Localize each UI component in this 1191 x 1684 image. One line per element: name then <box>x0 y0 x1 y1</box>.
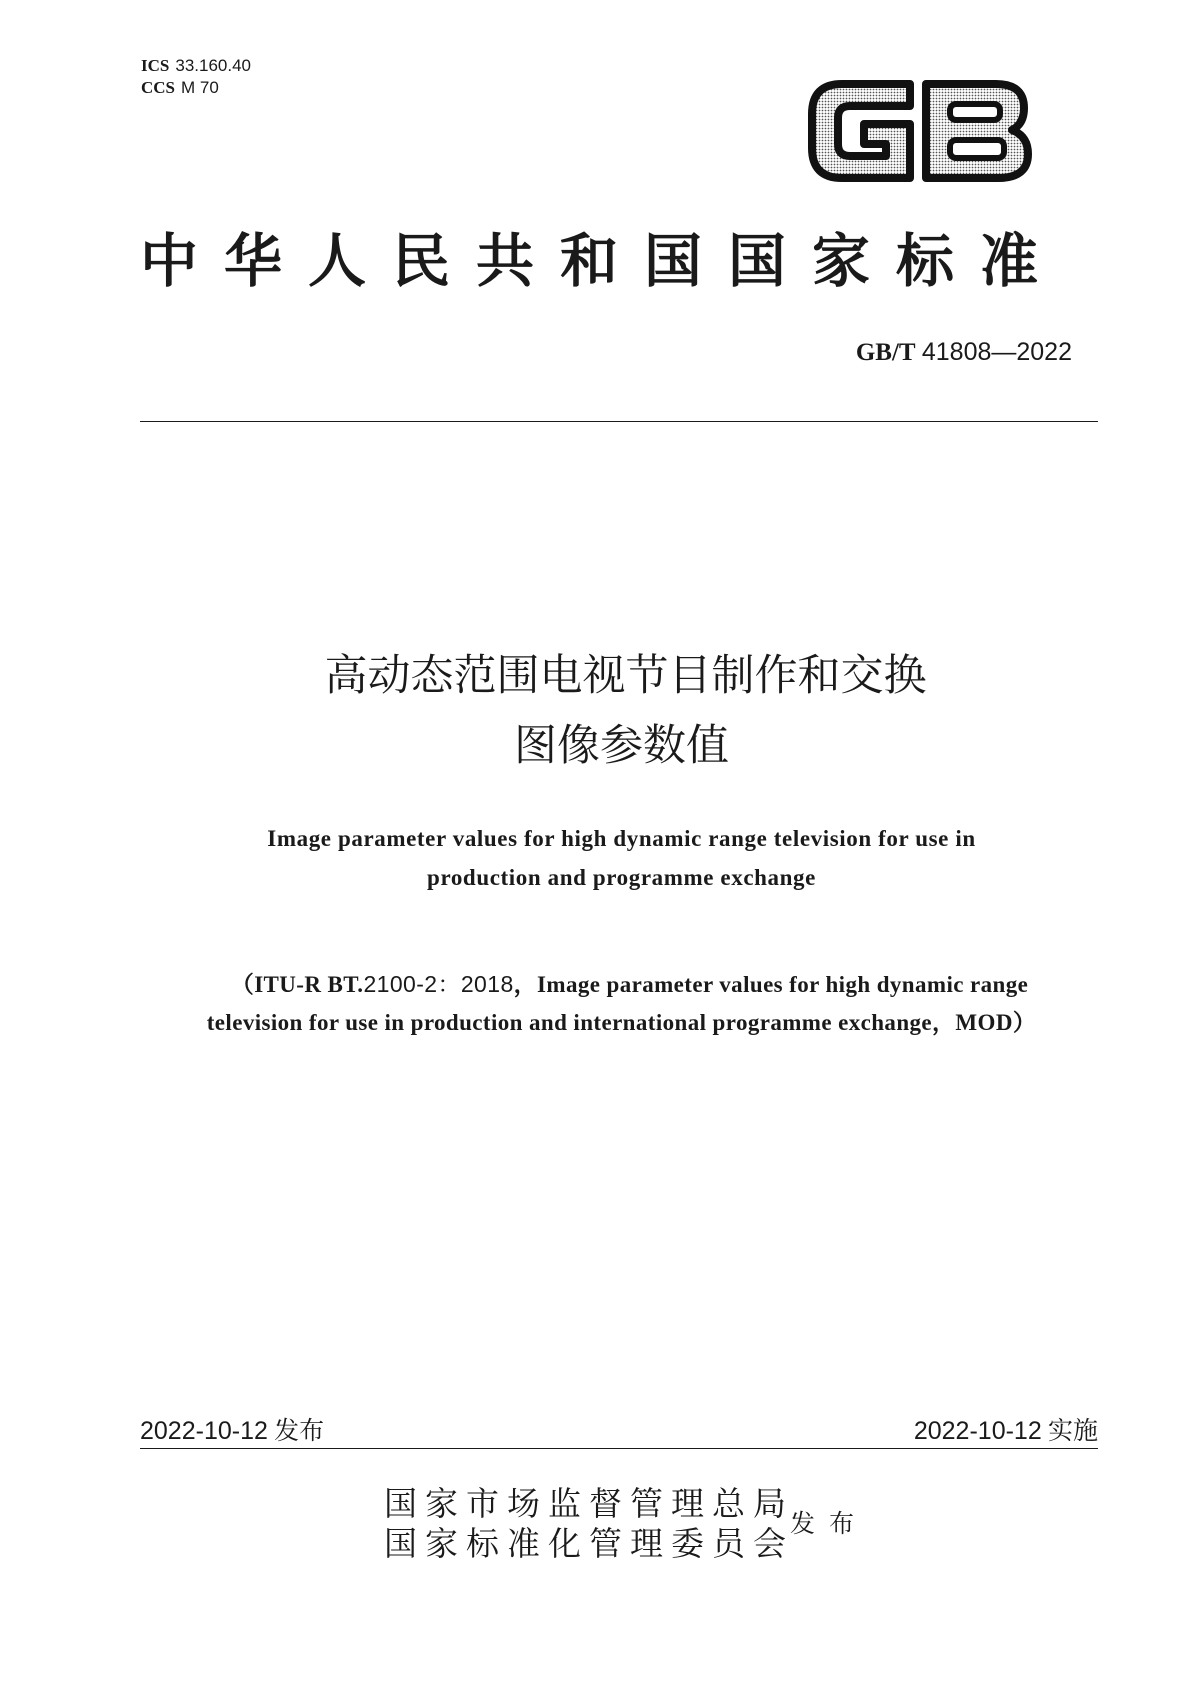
logo-b-hole-top <box>950 104 1000 120</box>
ccs-code: M 70 <box>181 78 219 97</box>
standard-prefix: GB/T <box>855 339 916 366</box>
adoption-line-2: television for use in production and international programme exchange，MOD） <box>206 1010 1037 1035</box>
standard-number <box>856 338 1072 367</box>
issuer-line-2: 国家标准化管理委员会 <box>384 1524 794 1563</box>
implementation-date-value: 2022-10-12 <box>913 1417 1042 1445</box>
standard-code: 41808—2022 <box>921 338 1072 366</box>
top-divider <box>140 421 1098 422</box>
logo-b-hole-bottom <box>950 140 1004 158</box>
issue-date <box>140 1411 324 1447</box>
national-standard-title: 中华人民共和国国家标准 <box>140 227 1065 295</box>
chinese-title-line-1: 高动态范围电视节目制作和交换 <box>324 651 927 701</box>
issue-date-word: 发布 <box>274 1416 325 1445</box>
logo-b-shape <box>926 84 1028 178</box>
ics-code: 33.160.40 <box>175 56 251 75</box>
adoption-open: （ITU-R BT. <box>230 972 364 997</box>
ics-line <box>141 55 251 77</box>
issued-label: 发布 <box>790 1509 869 1538</box>
adoption-rest: ，Image parameter values for high dynamic range <box>513 972 1029 997</box>
bottom-divider <box>140 1448 1098 1449</box>
english-title-line-1: Image parameter values for high dynamic range television for use in <box>267 826 976 851</box>
chinese-title-line-2: 图像参数值 <box>514 721 729 771</box>
logo-g-shape <box>812 84 910 178</box>
adoption-line-1 <box>34 971 1191 998</box>
ccs-label: CCS <box>141 78 176 97</box>
ccs-line <box>141 77 251 99</box>
implementation-date-word: 实施 <box>1047 1416 1098 1445</box>
implementation-date <box>914 1411 1098 1447</box>
adoption-reference: 2100-2：2018 <box>363 971 514 997</box>
issue-date-value: 2022-10-12 <box>140 1417 268 1445</box>
issuer-line-1: 国家市场监督管理总局 <box>384 1484 794 1523</box>
ics-label: ICS <box>141 56 170 75</box>
gb-logo <box>806 70 1036 190</box>
classification-codes <box>141 55 251 99</box>
english-title-line-2: production and programme exchange <box>427 865 816 890</box>
